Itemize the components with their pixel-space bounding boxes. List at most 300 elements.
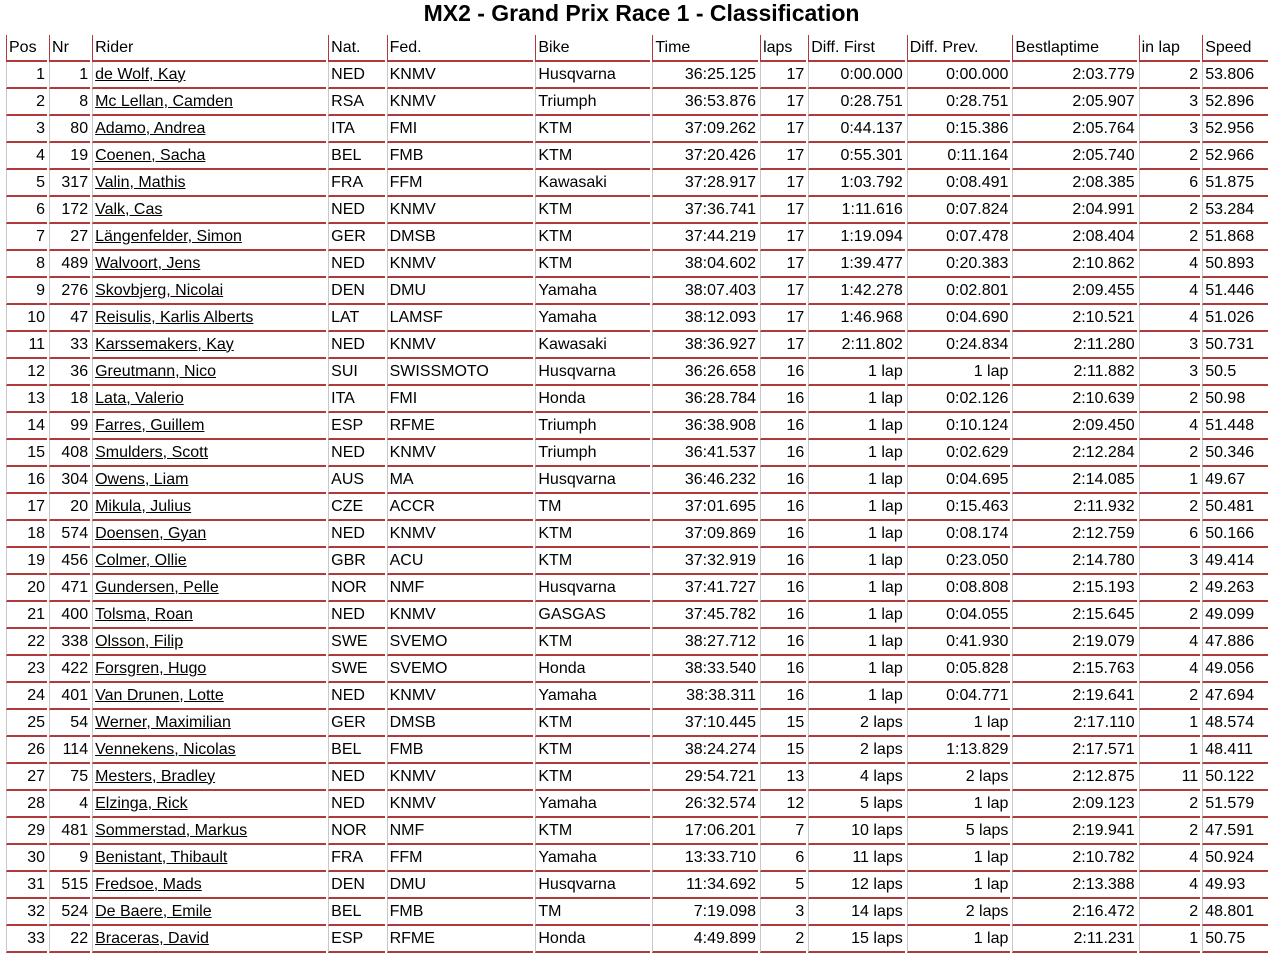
cell-fed: KNMV [387,683,534,710]
cell-in-lap: 11 [1139,764,1201,791]
rider-link[interactable]: Smulders, Scott [95,443,209,461]
cell-pos: 15 [6,440,47,467]
cell-in-lap: 2 [1139,899,1201,926]
rider-link[interactable]: Mc Lellan, Camden [95,92,233,110]
cell-speed: 50.166 [1202,521,1268,548]
cell-bestlaptime: 2:09.455 [1012,278,1136,305]
cell-pos: 20 [6,575,47,602]
cell-in-lap: 1 [1139,926,1201,953]
cell-bestlaptime: 2:11.932 [1012,494,1136,521]
cell-diff-first: 1:19.094 [808,224,904,251]
cell-fed: FMB [387,143,534,170]
cell-nr: 172 [49,197,90,224]
cell-diff-first: 1 lap [808,656,904,683]
cell-speed: 51.579 [1202,791,1268,818]
cell-rider [92,143,326,170]
rider-link[interactable]: Tolsma, Roan [95,605,193,623]
cell-bestlaptime: 2:10.639 [1012,386,1136,413]
cell-in-lap: 2 [1139,62,1201,89]
cell-nat: DEN [328,872,384,899]
cell-pos: 16 [6,467,47,494]
cell-time: 13:33.710 [652,845,758,872]
cell-in-lap: 2 [1139,575,1201,602]
cell-diff-prev: 0:10.124 [907,413,1011,440]
cell-speed: 52.896 [1202,89,1268,116]
cell-bike: Yamaha [535,791,650,818]
cell-nr: 401 [49,683,90,710]
cell-nat: GBR [328,548,384,575]
cell-time: 36:53.876 [652,89,758,116]
table-row [6,197,1268,224]
cell-fed: NMF [387,575,534,602]
header-rider: Rider [92,35,326,62]
rider-link[interactable]: Olsson, Filip [95,632,184,650]
rider-link[interactable]: Längenfelder, Simon [95,227,242,245]
rider-link[interactable]: Forsgren, Hugo [95,659,207,677]
cell-in-lap: 2 [1139,494,1201,521]
cell-in-lap: 6 [1139,170,1201,197]
cell-pos: 23 [6,656,47,683]
cell-speed: 48.574 [1202,710,1268,737]
cell-fed: RFME [387,413,534,440]
cell-diff-prev: 1 lap [907,791,1011,818]
cell-laps: 13 [760,764,806,791]
cell-bike: KTM [535,251,650,278]
cell-laps: 16 [760,413,806,440]
cell-diff-prev: 0:00.000 [907,62,1011,89]
cell-diff-prev: 1 lap [907,872,1011,899]
rider-link[interactable]: Valin, Mathis [95,173,186,191]
rider-link[interactable]: De Baere, Emile [95,902,212,920]
cell-diff-prev: 0:07.824 [907,197,1011,224]
cell-pos: 29 [6,818,47,845]
cell-nat: NED [328,197,384,224]
table-row [6,926,1268,953]
cell-nr: 338 [49,629,90,656]
cell-bike: Honda [535,656,650,683]
cell-bestlaptime: 2:12.875 [1012,764,1136,791]
rider-link[interactable]: Gundersen, Pelle [95,578,219,596]
cell-laps: 17 [760,62,806,89]
rider-link[interactable]: Elzinga, Rick [95,794,188,812]
cell-bike: KTM [535,629,650,656]
cell-pos: 27 [6,764,47,791]
cell-diff-prev: 0:02.801 [907,278,1011,305]
cell-bike: GASGAS [535,602,650,629]
cell-laps: 17 [760,278,806,305]
cell-nat: BEL [328,899,384,926]
cell-time: 37:32.919 [652,548,758,575]
cell-laps: 16 [760,602,806,629]
rider-link[interactable]: Owens, Liam [95,470,189,488]
rider-link[interactable]: Skovbjerg, Nicolai [95,281,224,299]
cell-fed: KNMV [387,521,534,548]
cell-time: 38:38.311 [652,683,758,710]
cell-bestlaptime: 2:19.941 [1012,818,1136,845]
cell-laps: 2 [760,926,806,953]
cell-diff-prev: 0:28.751 [907,89,1011,116]
cell-fed: SWISSMOTO [387,359,534,386]
cell-nat: FRA [328,845,384,872]
rider-link[interactable]: Van Drunen, Lotte [95,686,224,704]
cell-in-lap: 4 [1139,872,1201,899]
cell-time: 37:20.426 [652,143,758,170]
cell-bike: Honda [535,926,650,953]
cell-diff-prev: 0:41.930 [907,629,1011,656]
cell-rider [92,89,326,116]
cell-bestlaptime: 2:10.782 [1012,845,1136,872]
cell-pos: 8 [6,251,47,278]
cell-rider [92,359,326,386]
cell-in-lap: 2 [1139,683,1201,710]
rider-link[interactable]: Braceras, David [95,929,209,947]
cell-rider [92,413,326,440]
cell-in-lap: 2 [1139,818,1201,845]
cell-in-lap: 2 [1139,143,1201,170]
cell-rider [92,656,326,683]
cell-speed: 50.346 [1202,440,1268,467]
header-laps: laps [760,35,806,62]
rider-link[interactable]: Lata, Valerio [95,389,184,407]
cell-pos: 30 [6,845,47,872]
rider-link[interactable]: Coenen, Sacha [95,146,206,164]
cell-fed: FMB [387,737,534,764]
table-row [6,143,1268,170]
cell-fed: FFM [387,845,534,872]
table-row [6,89,1268,116]
cell-rider [92,251,326,278]
cell-diff-first: 1:42.278 [808,278,904,305]
cell-time: 38:33.540 [652,656,758,683]
rider-link[interactable]: Sommerstad, Markus [95,821,248,839]
rider-link[interactable]: Karssemakers, Kay [95,335,234,353]
cell-bike: Husqvarna [535,62,650,89]
cell-laps: 17 [760,224,806,251]
cell-speed: 50.924 [1202,845,1268,872]
cell-rider [92,926,326,953]
cell-nr: 471 [49,575,90,602]
rider-link[interactable]: Farres, Guillem [95,416,205,434]
cell-rider [92,872,326,899]
header-fed: Fed. [387,35,534,62]
cell-pos: 31 [6,872,47,899]
cell-time: 38:12.093 [652,305,758,332]
cell-bike: KTM [535,521,650,548]
cell-rider [92,548,326,575]
cell-nr: 8 [49,89,90,116]
cell-time: 36:46.232 [652,467,758,494]
cell-pos: 6 [6,197,47,224]
cell-diff-prev: 0:08.174 [907,521,1011,548]
cell-bike: Yamaha [535,278,650,305]
rider-link[interactable]: Reisulis, Karlis Alberts [95,308,254,326]
rider-link[interactable]: Vennekens, Nicolas [95,740,236,758]
cell-pos: 32 [6,899,47,926]
cell-bike: Triumph [535,413,650,440]
cell-speed: 50.731 [1202,332,1268,359]
cell-nr: 4 [49,791,90,818]
cell-in-lap: 1 [1139,737,1201,764]
cell-time: 37:45.782 [652,602,758,629]
rider-link[interactable]: Valk, Cas [95,200,163,218]
cell-bestlaptime: 2:15.645 [1012,602,1136,629]
cell-laps: 17 [760,89,806,116]
cell-diff-prev: 1:13.829 [907,737,1011,764]
table-row [6,656,1268,683]
cell-diff-prev: 0:04.055 [907,602,1011,629]
rider-link[interactable]: Doensen, Gyan [95,524,207,542]
cell-nat: SWE [328,629,384,656]
cell-nat: NOR [328,818,384,845]
table-row [6,332,1268,359]
cell-nat: BEL [328,143,384,170]
cell-time: 26:32.574 [652,791,758,818]
cell-diff-prev: 0:15.386 [907,116,1011,143]
cell-pos: 3 [6,116,47,143]
cell-pos: 9 [6,278,47,305]
cell-nat: BEL [328,737,384,764]
rider-link[interactable]: Benistant, Thibault [95,848,228,866]
cell-laps: 6 [760,845,806,872]
cell-bike: KTM [535,548,650,575]
cell-diff-first: 2 laps [808,710,904,737]
cell-time: 37:09.262 [652,116,758,143]
cell-laps: 5 [760,872,806,899]
cell-time: 4:49.899 [652,926,758,953]
cell-bestlaptime: 2:03.779 [1012,62,1136,89]
cell-speed: 51.448 [1202,413,1268,440]
cell-nr: 524 [49,899,90,926]
cell-bike: KTM [535,143,650,170]
cell-nat: ITA [328,116,384,143]
cell-nr: 489 [49,251,90,278]
cell-diff-prev: 1 lap [907,359,1011,386]
rider-link[interactable]: Mesters, Bradley [95,767,216,785]
cell-pos: 21 [6,602,47,629]
cell-fed: LAMSF [387,305,534,332]
cell-speed: 51.446 [1202,278,1268,305]
cell-pos: 10 [6,305,47,332]
cell-bike: TM [535,494,650,521]
cell-rider [92,683,326,710]
cell-laps: 16 [760,575,806,602]
rider-link[interactable]: Werner, Maximilian [95,713,231,731]
cell-nr: 47 [49,305,90,332]
cell-diff-first: 1 lap [808,548,904,575]
rider-link[interactable]: Greutmann, Nico [95,362,217,380]
table-row [6,521,1268,548]
table-row [6,62,1268,89]
cell-speed: 50.481 [1202,494,1268,521]
table-row [6,899,1268,926]
cell-bestlaptime: 2:13.388 [1012,872,1136,899]
cell-fed: KNMV [387,602,534,629]
cell-laps: 17 [760,332,806,359]
cell-pos: 18 [6,521,47,548]
cell-fed: SVEMO [387,629,534,656]
cell-diff-prev: 1 lap [907,845,1011,872]
cell-fed: KNMV [387,440,534,467]
cell-rider [92,737,326,764]
cell-bestlaptime: 2:09.450 [1012,413,1136,440]
cell-bestlaptime: 2:05.740 [1012,143,1136,170]
rider-link[interactable]: Walvoort, Jens [95,254,201,272]
cell-laps: 16 [760,629,806,656]
cell-diff-first: 1 lap [808,602,904,629]
cell-rider [92,62,326,89]
cell-nat: NED [328,332,384,359]
cell-bike: Yamaha [535,845,650,872]
cell-bestlaptime: 2:19.079 [1012,629,1136,656]
cell-bestlaptime: 2:10.862 [1012,251,1136,278]
cell-pos: 11 [6,332,47,359]
cell-nr: 27 [49,224,90,251]
cell-diff-first: 0:00.000 [808,62,904,89]
cell-bike: Triumph [535,89,650,116]
cell-laps: 12 [760,791,806,818]
cell-pos: 2 [6,89,47,116]
cell-in-lap: 2 [1139,791,1201,818]
header-bike: Bike [535,35,650,62]
cell-speed: 47.886 [1202,629,1268,656]
cell-bestlaptime: 2:19.641 [1012,683,1136,710]
rider-link[interactable]: Mikula, Julius [95,497,192,515]
cell-bestlaptime: 2:04.991 [1012,197,1136,224]
cell-fed: FMB [387,899,534,926]
rider-link[interactable]: Adamo, Andrea [95,119,206,137]
table-row [6,845,1268,872]
cell-speed: 49.93 [1202,872,1268,899]
cell-laps: 16 [760,656,806,683]
cell-speed: 49.414 [1202,548,1268,575]
cell-time: 38:27.712 [652,629,758,656]
cell-pos: 4 [6,143,47,170]
cell-bike: Husqvarna [535,467,650,494]
cell-diff-first: 1:46.968 [808,305,904,332]
cell-nr: 33 [49,332,90,359]
cell-laps: 16 [760,494,806,521]
cell-nat: DEN [328,278,384,305]
cell-nat: NED [328,764,384,791]
cell-fed: SVEMO [387,656,534,683]
cell-rider [92,440,326,467]
cell-laps: 3 [760,899,806,926]
cell-laps: 7 [760,818,806,845]
cell-laps: 16 [760,440,806,467]
cell-bestlaptime: 2:08.385 [1012,170,1136,197]
cell-diff-first: 1 lap [808,413,904,440]
cell-fed: FMI [387,386,534,413]
rider-link[interactable]: de Wolf, Kay [95,65,186,83]
table-row [6,305,1268,332]
cell-fed: FFM [387,170,534,197]
cell-diff-first: 5 laps [808,791,904,818]
cell-rider [92,710,326,737]
header-diff-first: Diff. First [808,35,904,62]
cell-fed: ACU [387,548,534,575]
cell-rider [92,332,326,359]
cell-nr: 18 [49,386,90,413]
cell-bestlaptime: 2:14.780 [1012,548,1136,575]
cell-diff-first: 1 lap [808,467,904,494]
cell-nat: NED [328,251,384,278]
cell-diff-prev: 0:07.478 [907,224,1011,251]
cell-rider [92,224,326,251]
cell-laps: 17 [760,170,806,197]
cell-nr: 114 [49,737,90,764]
cell-bestlaptime: 2:05.764 [1012,116,1136,143]
cell-rider [92,386,326,413]
cell-in-lap: 6 [1139,521,1201,548]
cell-diff-first: 12 laps [808,872,904,899]
cell-diff-prev: 0:11.164 [907,143,1011,170]
cell-time: 37:09.869 [652,521,758,548]
cell-bestlaptime: 2:05.907 [1012,89,1136,116]
rider-link[interactable]: Colmer, Ollie [95,551,187,569]
cell-bestlaptime: 2:11.280 [1012,332,1136,359]
table-row [6,575,1268,602]
table-row [6,764,1268,791]
cell-fed: KNMV [387,764,534,791]
cell-diff-first: 11 laps [808,845,904,872]
cell-bestlaptime: 2:08.404 [1012,224,1136,251]
cell-laps: 15 [760,737,806,764]
cell-in-lap: 3 [1139,548,1201,575]
cell-in-lap: 1 [1139,467,1201,494]
cell-bestlaptime: 2:11.231 [1012,926,1136,953]
cell-in-lap: 4 [1139,845,1201,872]
cell-fed: KNMV [387,332,534,359]
cell-pos: 28 [6,791,47,818]
cell-fed: NMF [387,818,534,845]
cell-pos: 25 [6,710,47,737]
cell-laps: 17 [760,197,806,224]
cell-rider [92,278,326,305]
cell-time: 36:26.658 [652,359,758,386]
header-in-lap: in lap [1139,35,1201,62]
cell-laps: 16 [760,359,806,386]
table-row [6,467,1268,494]
cell-speed: 48.411 [1202,737,1268,764]
cell-diff-first: 15 laps [808,926,904,953]
cell-speed: 51.868 [1202,224,1268,251]
cell-diff-first: 1 lap [808,386,904,413]
cell-fed: KNMV [387,197,534,224]
cell-diff-first: 1 lap [808,494,904,521]
cell-in-lap: 4 [1139,656,1201,683]
cell-bike: Kawasaki [535,170,650,197]
cell-time: 36:28.784 [652,386,758,413]
cell-bestlaptime: 2:12.284 [1012,440,1136,467]
cell-in-lap: 2 [1139,386,1201,413]
cell-speed: 49.67 [1202,467,1268,494]
cell-in-lap: 4 [1139,278,1201,305]
cell-time: 11:34.692 [652,872,758,899]
cell-nr: 574 [49,521,90,548]
cell-nat: NED [328,683,384,710]
cell-rider [92,494,326,521]
cell-diff-prev: 1 lap [907,926,1011,953]
cell-diff-first: 4 laps [808,764,904,791]
cell-diff-first: 1 lap [808,521,904,548]
cell-time: 38:07.403 [652,278,758,305]
cell-speed: 51.026 [1202,305,1268,332]
rider-link[interactable]: Fredsoe, Mads [95,875,202,893]
table-row [6,602,1268,629]
table-row [6,791,1268,818]
table-row [6,224,1268,251]
cell-bestlaptime: 2:12.759 [1012,521,1136,548]
